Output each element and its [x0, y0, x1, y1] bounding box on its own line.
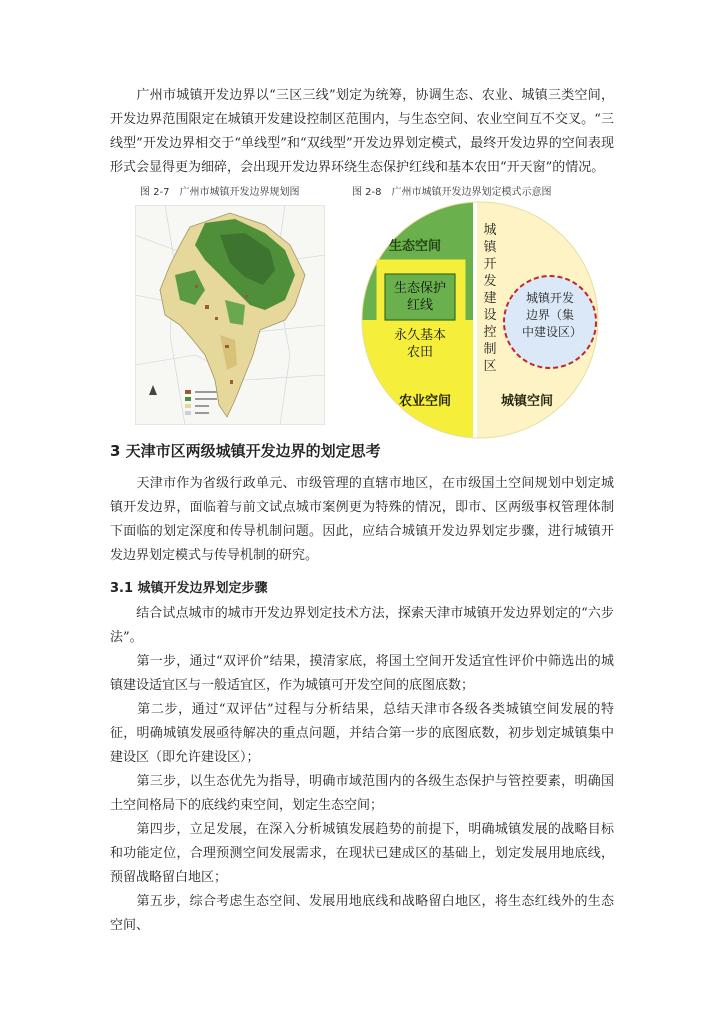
step-paragraph: 第三步，以生态优先为指导，明确市域范围内的各级生态保护与管控要素，明确国土空间格局下的底线约束空间，划定生态空间； [110, 774, 614, 813]
urban-space-label: 城镇空间 [500, 394, 553, 409]
urban-control-label: 城镇开发建设控制区 [483, 223, 497, 374]
farmland-label: 永久基本农田 [393, 328, 446, 360]
guangzhou-boundary-map [135, 205, 325, 425]
agri-space-label: 农业空间 [398, 394, 451, 409]
intro-paragraph: 广州市城镇开发边界以“三区三线”划定为统筹，协调生态、农业、城镇三类空间，开发边界范围限定在城镇开发建设控制区范围内，与生态空间、农业空间互不交叉。“三线型”开发边界相交于“单线型”和“双线型”开发边界划定模式，最终开发边界的空间表现形式会显得更为细碎，会出现开发边界环绕生态保护红线和基本农田“开天窗”的情况。 [110, 88, 614, 175]
figure-caption-2-7: 图 2-7 广州市城镇开发边界规划图 [140, 187, 300, 198]
step-paragraph: 第一步，通过“双评价”结果，摸清家底，将国土空间开发适宜性评价中筛选出的城镇建设适宜区与一般适宜区，作为城镇可开发空间的底图底数； [110, 654, 614, 693]
eco-space-label: 生态空间 [388, 239, 441, 254]
step-paragraph: 第四步，立足发展，在深入分析城镇发展趋势的前提下，明确城镇发展的战略目标和功能定位，合理预测空间发展需求，在现状已建成区的基础上，划定发展用地底线，预留战略留白地区； [110, 822, 614, 885]
step-paragraph: 结合试点城市的城市开发边界划定技术方法，探索天津市城镇开发边界划定的“六步法”。 [110, 606, 614, 645]
eco-red-line-label: 生态保护红线 [393, 281, 446, 313]
section-3-heading: 3 天津市区两级城镇开发边界的划定思考 [110, 442, 381, 460]
urban-boundary-label: 城镇开发边界（集中建设区） [522, 291, 583, 339]
step-paragraph: 第五步，综合考虑生态空间、发展用地底线和战略留白地区，将生态红线外的生态空间、 [110, 894, 614, 933]
section-3-1-heading: 3.1 城镇开发边界划定步骤 [110, 581, 268, 596]
section-3-paragraph: 天津市作为省级行政单元、市级管理的直辖市地区，在市级国土空间规划中划定城镇开发边界，面临着与前文试点城市案例更为特殊的情况，即市、区两级事权管理体制下面临的划定深度和传导机制问题。因此，应结合城镇开发边界划定步骤，进行城镇开发边界划定模式与传导机制的研究。 [110, 476, 614, 563]
figure-caption-2-8: 图 2-8 广州市城镇开发边界划定模式示意图 [352, 187, 552, 198]
step-paragraph: 第二步，通过“双评估”过程与分析结果，总结天津市各级各类城镇空间发展的特征，明确城镇发展亟待解决的重点问题，并结合第一步的底图底数，初步划定城镇集中建设区（即允许建设区）； [110, 702, 614, 765]
